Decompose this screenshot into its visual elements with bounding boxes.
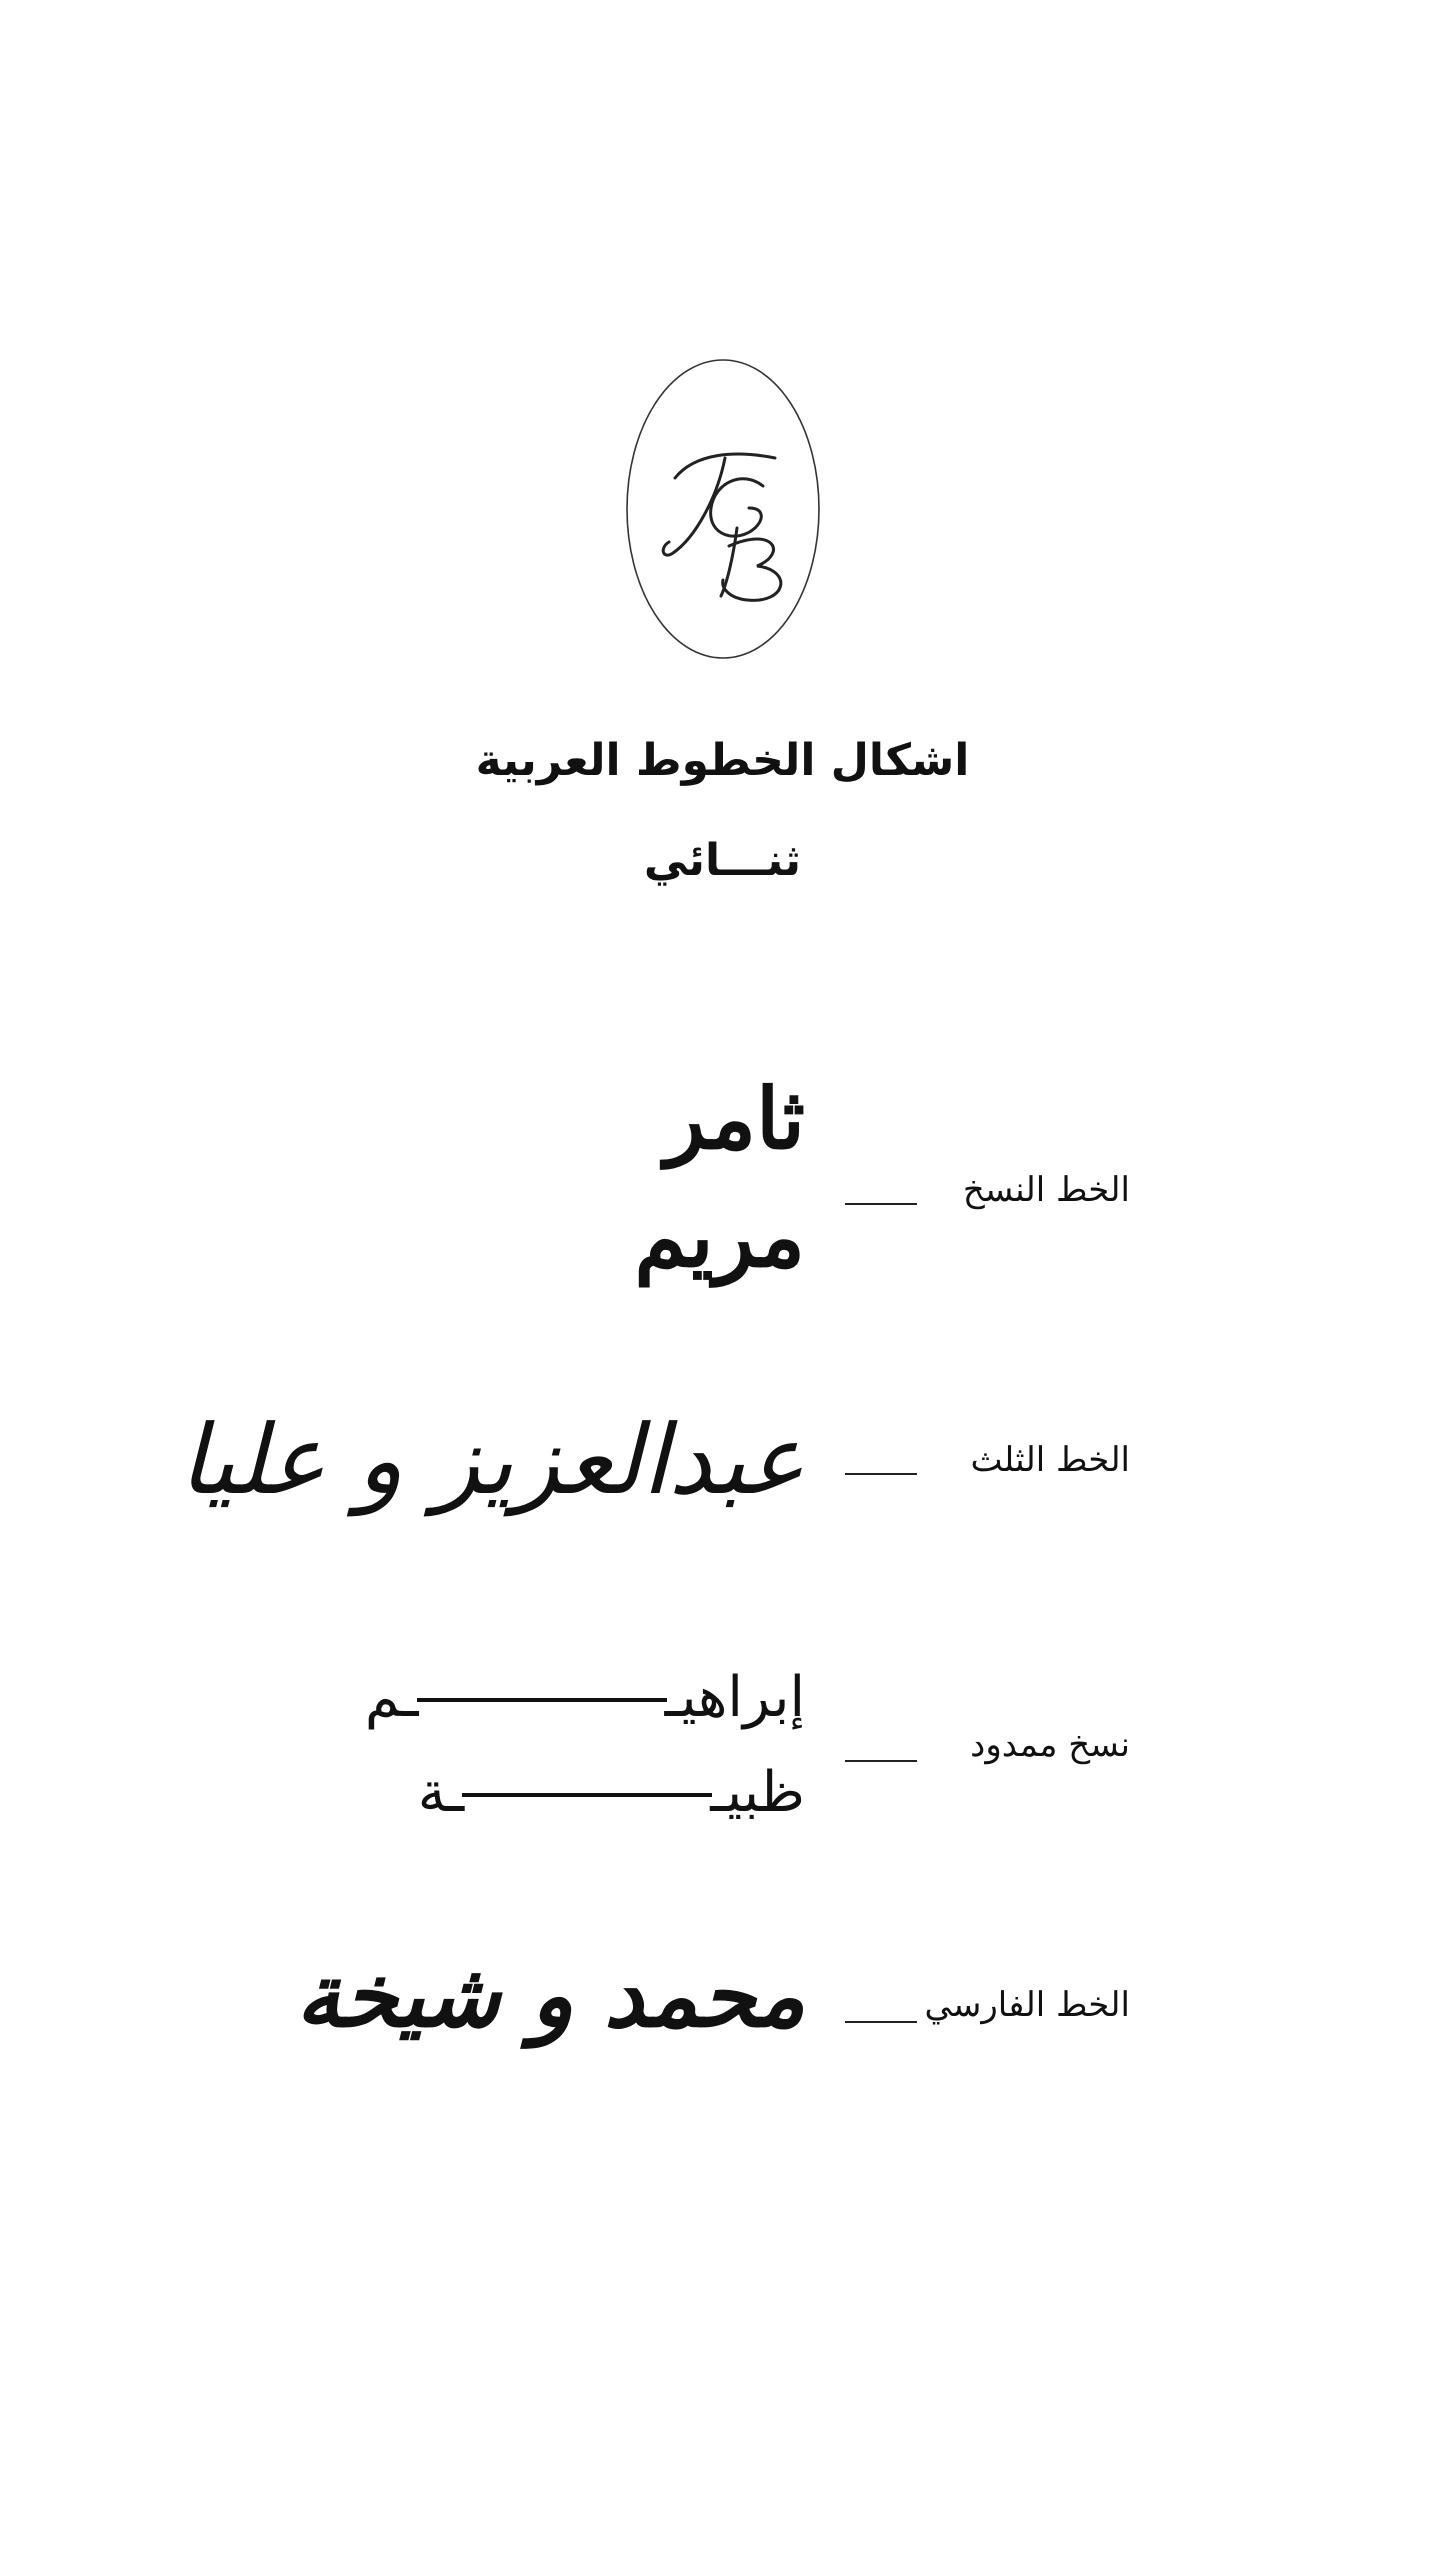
connector-line [845,1203,917,1205]
page-subtitle: ثنـــائي [643,835,802,886]
style-label-naskh: الخط النسخ [962,1170,1130,1210]
name-end: ـم [364,1665,419,1730]
connector-line [845,2021,917,2023]
connector-line [845,1760,917,1762]
sample-name-1: ثامر [664,1069,805,1168]
sample-names: محمد و شيخة [295,1943,805,2047]
monogram-logo [625,358,821,660]
sample-mamdood [365,1650,805,1840]
style-label-thuluth: الخط الثلث [970,1440,1130,1480]
sample-name-1 [365,1650,805,1745]
sample-row-mamdood [0,1650,1445,1850]
sample-row-thuluth [0,1385,1445,1545]
sample-row-naskh [0,1060,1445,1320]
sample-thuluth [179,1385,805,1535]
style-label-farsi: الخط الفارسي [924,1985,1130,2025]
page-title: اشكال الخطوط العربية [475,735,970,786]
sample-names: عبدالعزيز و عليا [178,1404,805,1516]
name-start: ظبيـ [710,1760,805,1825]
connector-line [845,1473,917,1475]
name-start: إبراهيـ [664,1665,805,1730]
sample-row-farsi [0,1925,1445,2075]
kashida-stretch [462,1793,712,1797]
sample-naskh [634,1060,805,1296]
sample-farsi [296,1925,805,2065]
sample-name-2 [365,1745,805,1840]
name-end: ـة [417,1760,465,1825]
kashida-stretch [417,1698,667,1702]
style-label-mamdood: نسخ ممدود [970,1725,1130,1765]
sample-name-2: مريم [634,1187,805,1286]
